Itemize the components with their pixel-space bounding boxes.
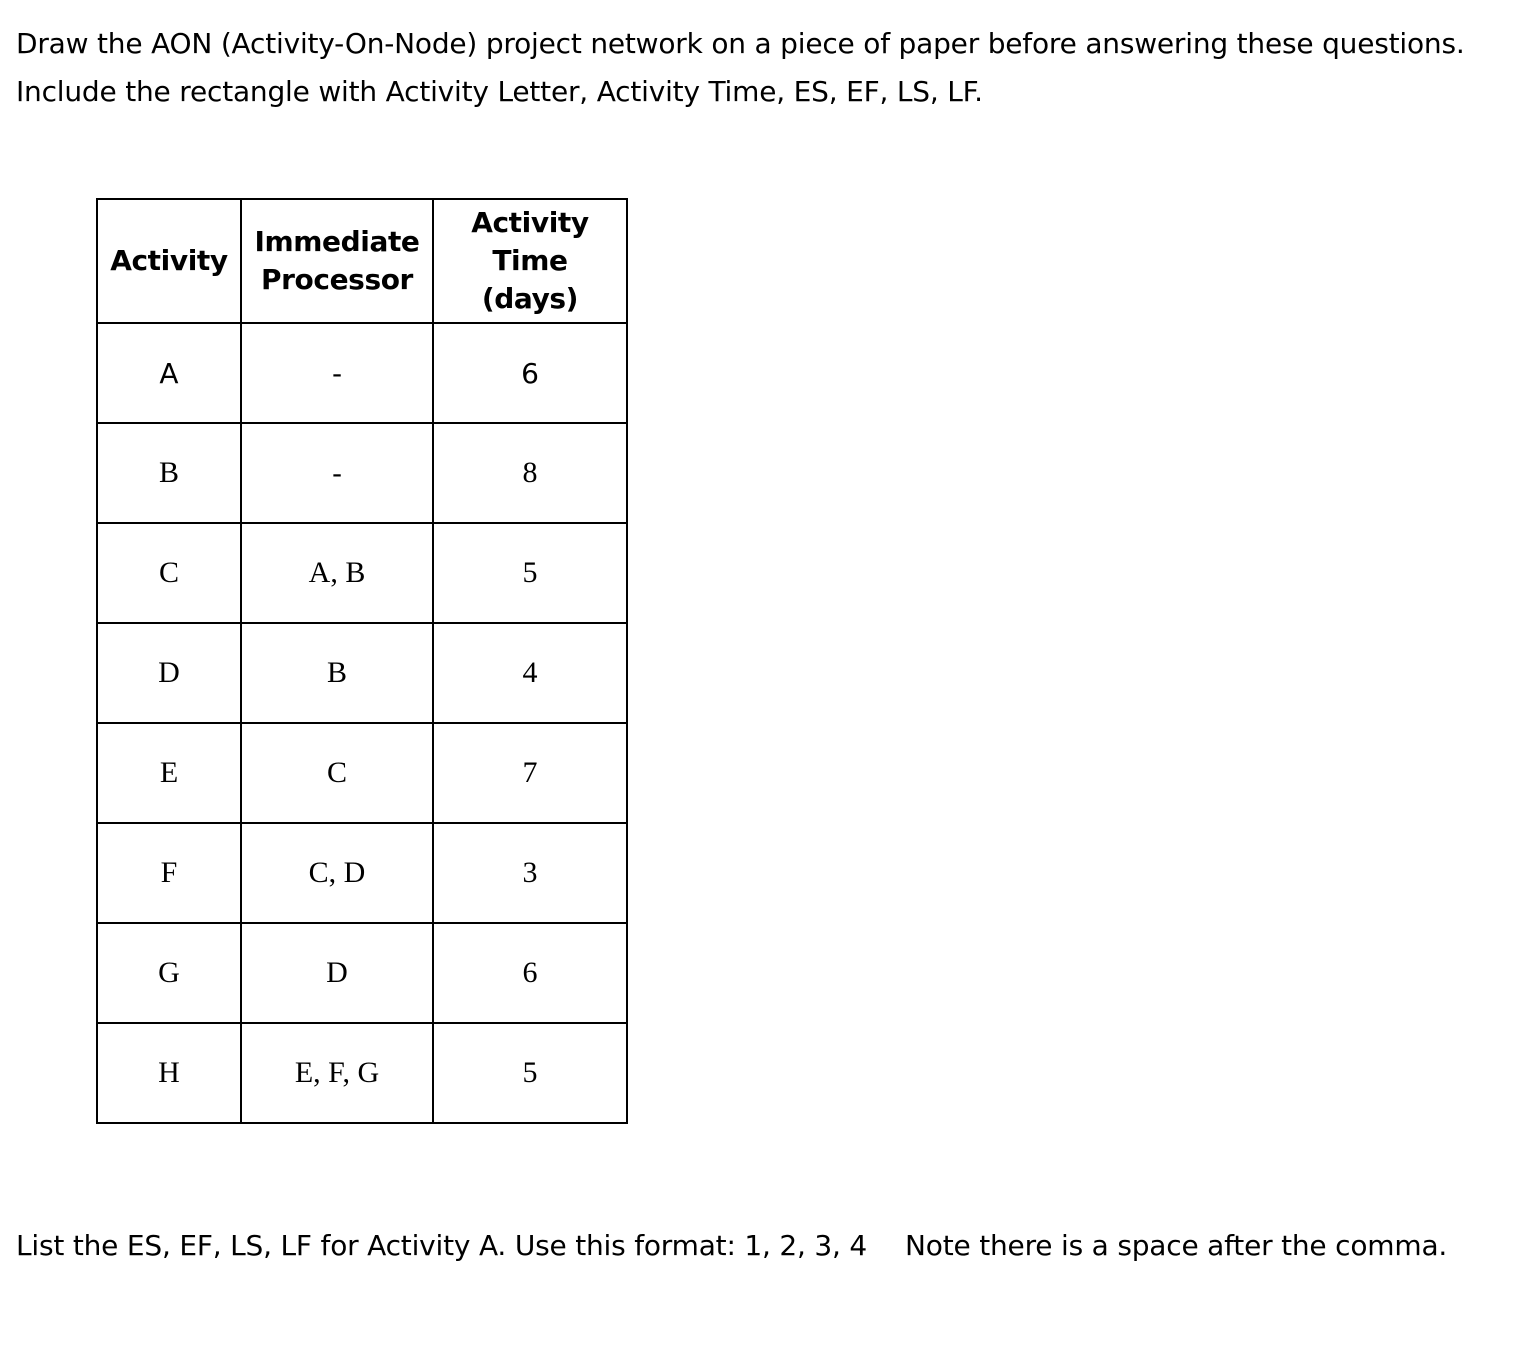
cell-time: 3 bbox=[433, 823, 627, 923]
header-immediate-processor: Immediate Processor bbox=[241, 199, 433, 323]
cell-predecessor: C bbox=[241, 723, 433, 823]
table-row bbox=[97, 823, 627, 923]
instruction-line-2: Include the rectangle with Activity Letter, Activity Time, ES, EF, LS, LF. bbox=[16, 75, 983, 108]
instruction-line-1: Draw the AON (Activity-On-Node) project network on a piece of paper before answering these questions. bbox=[16, 27, 1465, 60]
cell-time: 5 bbox=[433, 523, 627, 623]
cell-activity: C bbox=[97, 523, 241, 623]
activity-table bbox=[96, 198, 628, 1124]
table-row bbox=[97, 1023, 627, 1123]
cell-activity: G bbox=[97, 923, 241, 1023]
cell-predecessor: D bbox=[241, 923, 433, 1023]
cell-activity: B bbox=[97, 423, 241, 523]
cell-time: 8 bbox=[433, 423, 627, 523]
cell-activity: F bbox=[97, 823, 241, 923]
table-row bbox=[97, 423, 627, 523]
cell-activity: E bbox=[97, 723, 241, 823]
question-prompt: List the ES, EF, LS, LF for Activity A. Use this format: 1, 2, 3, 4 bbox=[16, 1229, 868, 1262]
cell-activity: H bbox=[97, 1023, 241, 1123]
cell-predecessor: - bbox=[241, 323, 433, 423]
header-activity: Activity bbox=[97, 199, 241, 323]
cell-predecessor: - bbox=[241, 423, 433, 523]
cell-predecessor: C, D bbox=[241, 823, 433, 923]
cell-time: 7 bbox=[433, 723, 627, 823]
instructions bbox=[16, 20, 1516, 116]
cell-time: 6 bbox=[433, 323, 627, 423]
table-row bbox=[97, 923, 627, 1023]
cell-predecessor: A, B bbox=[241, 523, 433, 623]
question bbox=[16, 1226, 1447, 1266]
table-row bbox=[97, 723, 627, 823]
cell-activity: A bbox=[97, 323, 241, 423]
question-note: Note there is a space after the comma. bbox=[905, 1229, 1448, 1262]
cell-activity: D bbox=[97, 623, 241, 723]
cell-time: 4 bbox=[433, 623, 627, 723]
header-activity-time: Activity Time (days) bbox=[433, 199, 627, 323]
table-row bbox=[97, 323, 627, 423]
cell-time: 5 bbox=[433, 1023, 627, 1123]
cell-predecessor: E, F, G bbox=[241, 1023, 433, 1123]
table-row bbox=[97, 623, 627, 723]
table-header-row bbox=[97, 199, 627, 323]
cell-time: 6 bbox=[433, 923, 627, 1023]
table-row bbox=[97, 523, 627, 623]
cell-predecessor: B bbox=[241, 623, 433, 723]
